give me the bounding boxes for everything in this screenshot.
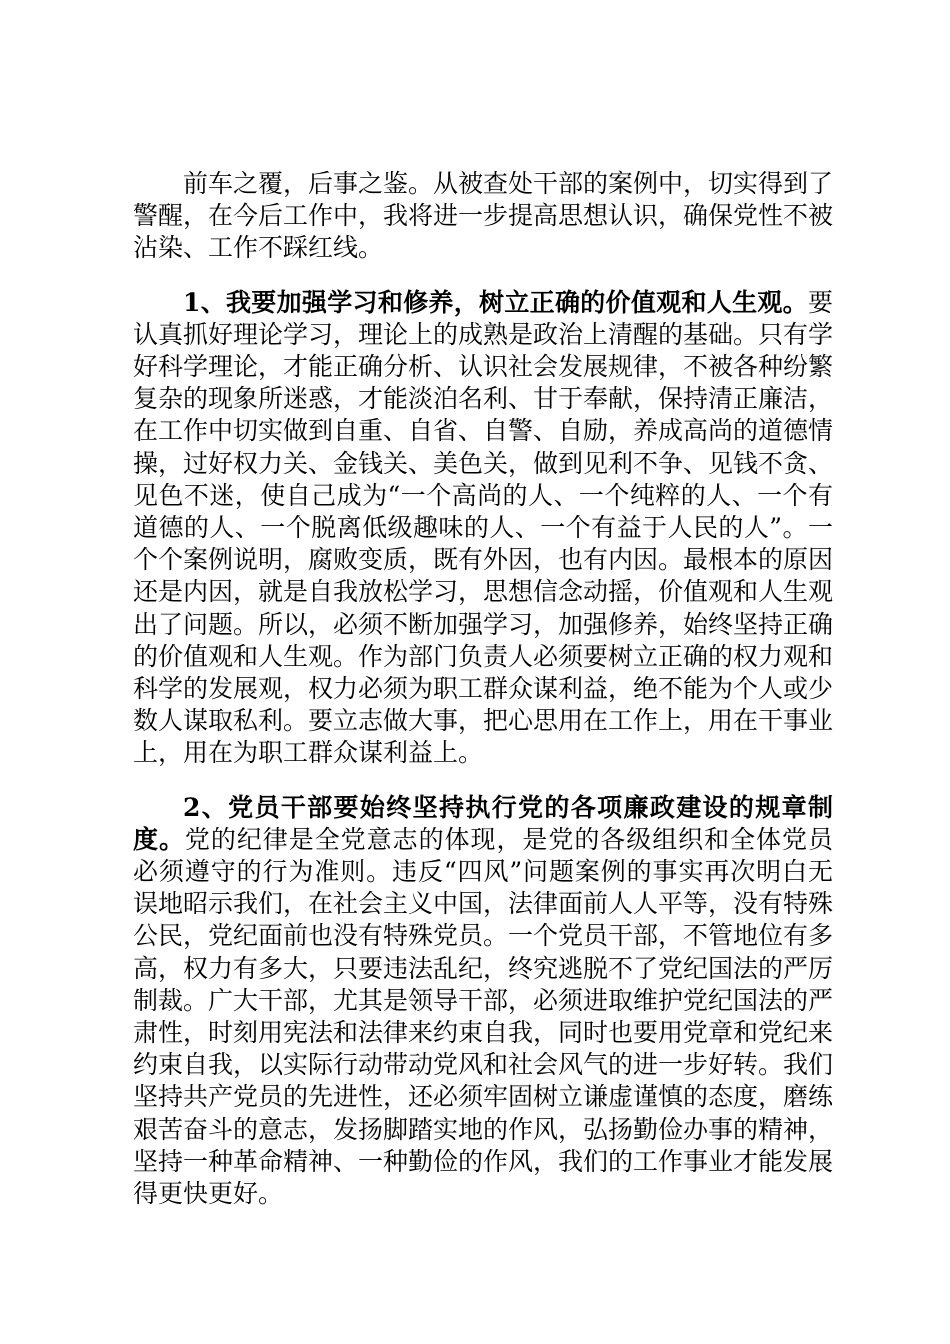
section-1-body: 要认真抓好理论学习，理论上的成熟是政治上清醒的基础。只有学好科学理论，才能正确分析、认识社会发展规律，不被各种纷繁复杂的现象所迷惑，才能淡泊名利、甘于奉献，保持清正廉洁，在工作中切实做到自重、自省、自警、自励，养成高尚的道德情操，过好权力关、金钱关、美色关，做到见利不争、见钱不贪、见色不迷，使自己成为“一个高尚的人、一个纯粹的人、一个有道德的人、一个脱离低级趣味的人、一个有益于人民的人”。一个个案例说明，腐败变质，既有外因，也有内因。最根本的原因还是内因，就是自我放松学习，思想信念动摇，价值观和人生观出了问题。所以，必须不断加强学习，加强修养，始终坚持正确的价值观和人生观。作为部门负责人必须要树立正确的权力观和科学的发展观，权力必须为职工群众谋利益，绝不能为个人或少数人谋取私利。要立志做大事，把心思用在工作上，用在干事业上，用在为职工群众谋利益上。 xyxy=(133,287,834,768)
document-page xyxy=(133,168,833,1210)
section-1-heading: 1、我要加强学习和修养，树立正确的价值观和人生观。 xyxy=(183,287,808,317)
section-1-paragraph xyxy=(133,287,833,770)
section-2-body: 党的纪律是全党意志的体现，是党的各级组织和全体党员必须遵守的行为准则。违反“四风”问题案例的事实再次明白无误地昭示我们，在社会主义中国，法律面前人人平等，没有特殊公民，党纪面前也没有特殊党员。一个党员干部，不管地位有多高，权力有多大，只要违法乱纪，终究逃脱不了党纪国法的严厉制裁。广大干部，尤其是领导干部，必须进取维护党纪国法的严肃性，时刻用宪法和法律来约束自我，同时也要用党章和党纪来约束自我，以实际行动带动党风和社会风气的进一步好转。我们坚持共产党员的先进性，还必须牢固树立谦虚谨慎的态度，磨练艰苦奋斗的意志，发扬脚踏实地的作风，弘扬勤俭办事的精神，坚持一种革命精神、一种勤俭的作风，我们的工作事业才能发展得更快更好。 xyxy=(133,824,834,1209)
section-2-heading: 2、党员干部要始终坚持执行党的各项廉政建设的规章制度。 xyxy=(133,792,833,854)
intro-paragraph: 前车之覆，后事之鉴。从被查处干部的案例中，切实得到了警醒，在今后工作中，我将进一步提高思想认识，确保党性不被沾染、工作不踩红线。 xyxy=(133,169,834,263)
section-2-paragraph xyxy=(133,792,833,1211)
